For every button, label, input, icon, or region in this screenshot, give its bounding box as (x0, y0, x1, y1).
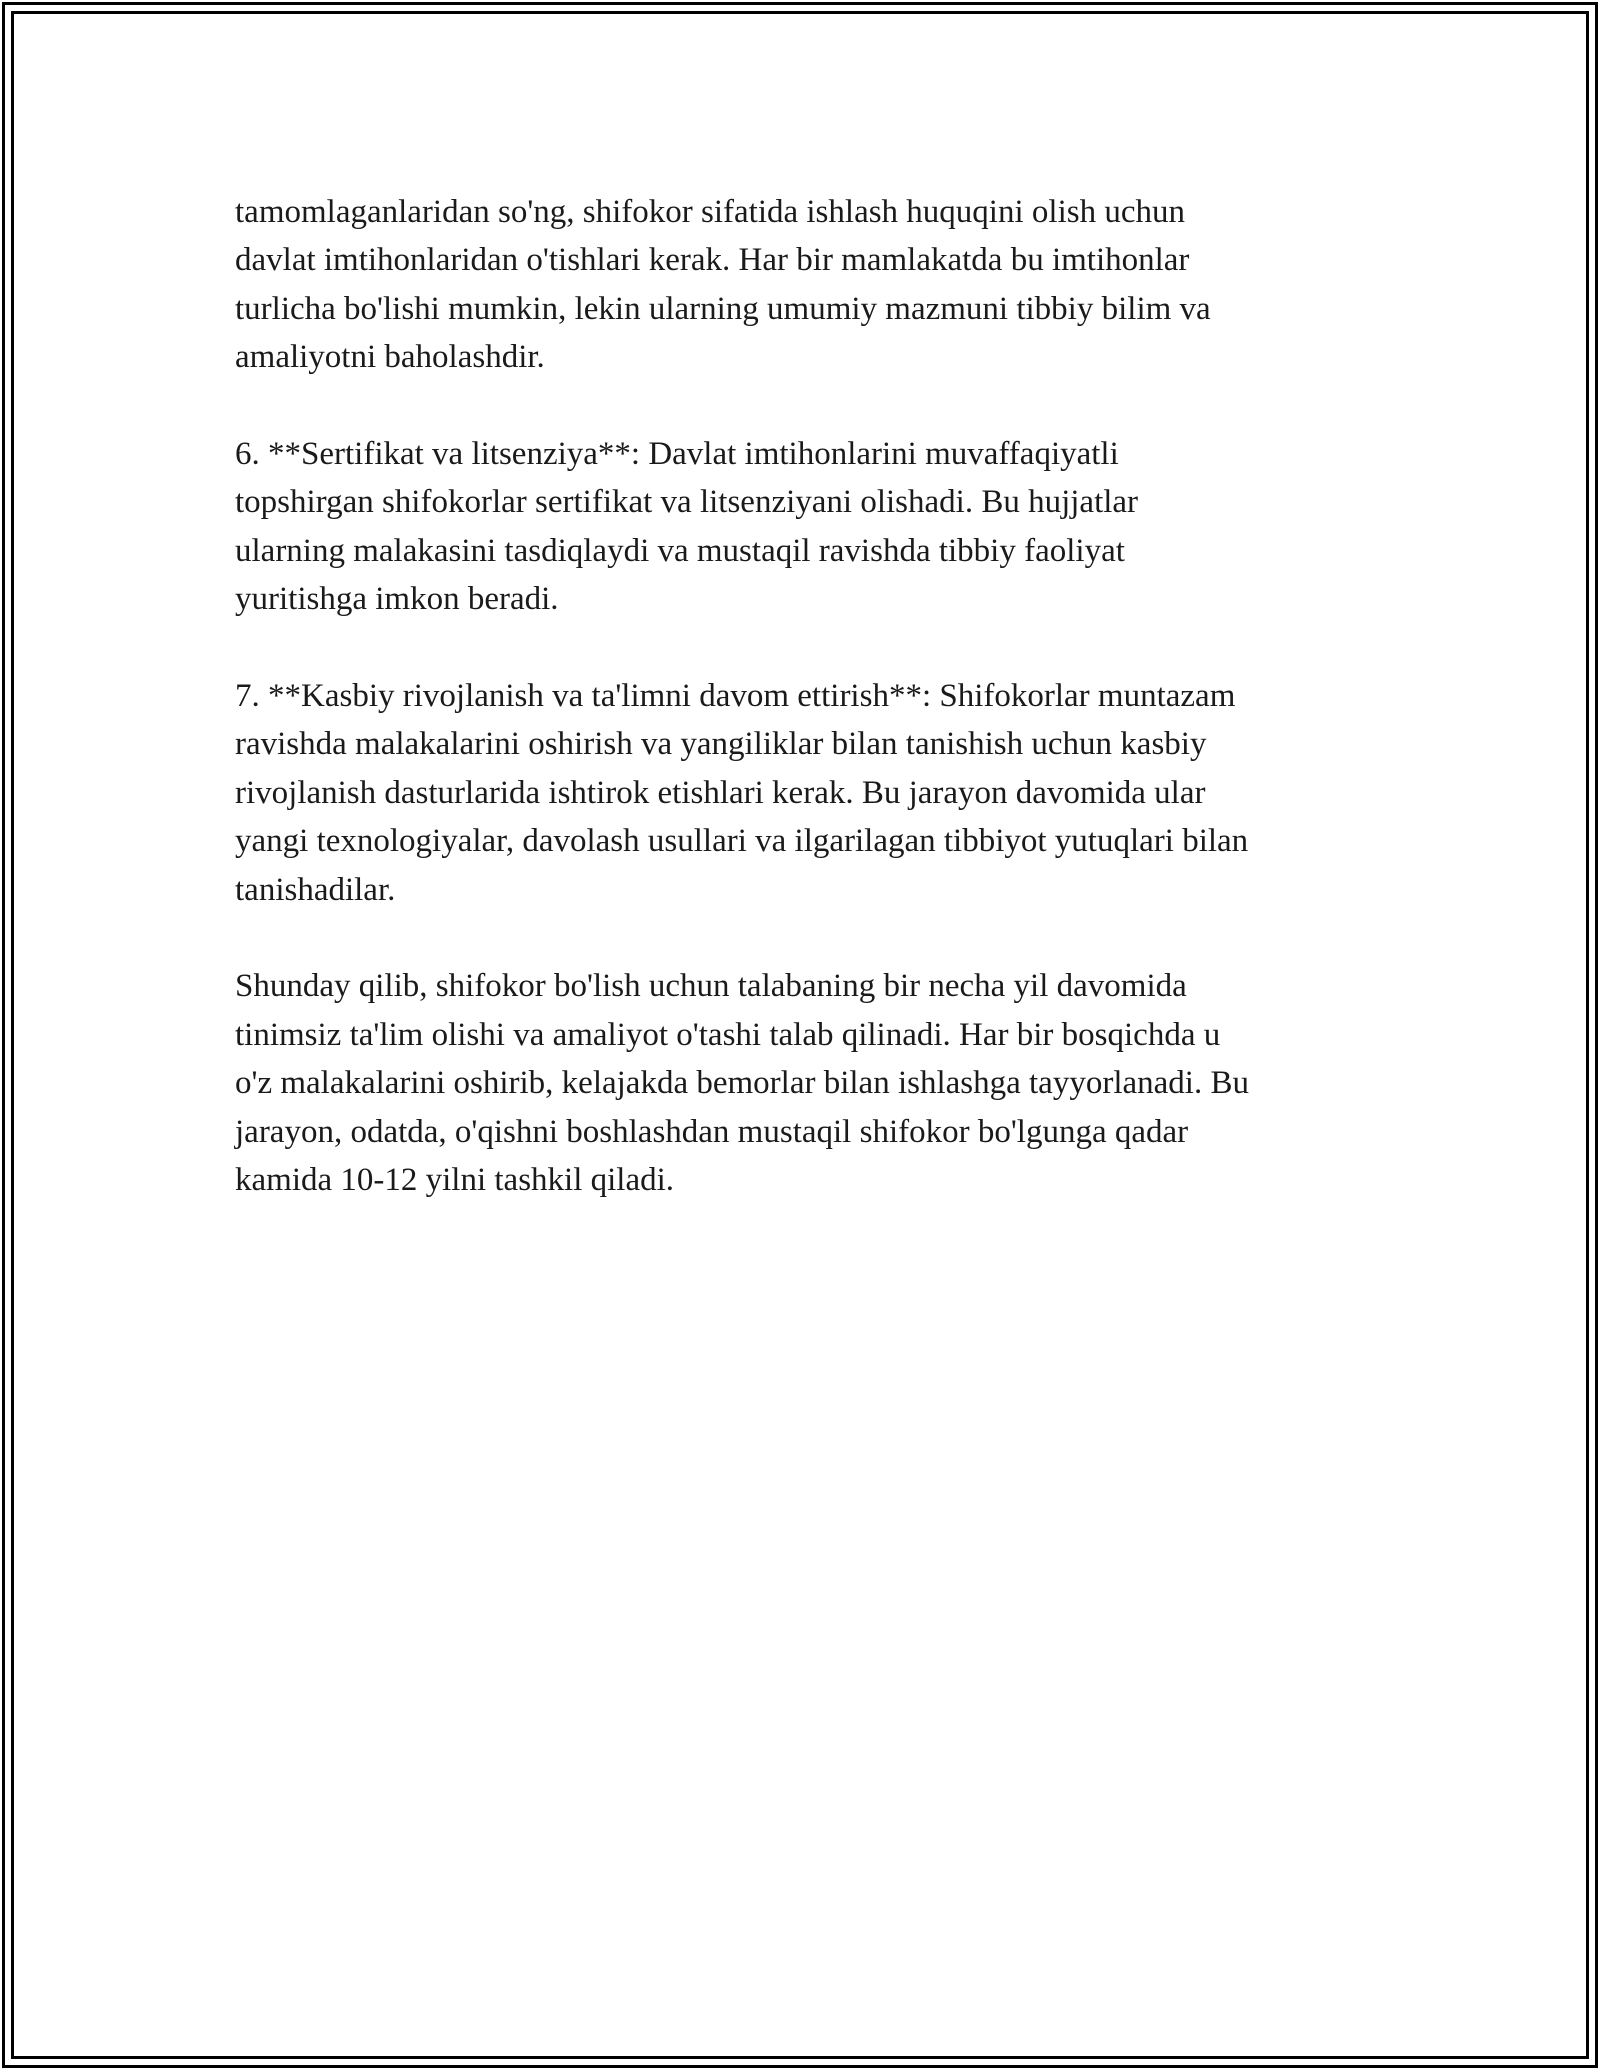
paragraph-exam-continuation: tamomlaganlaridan so'ng, shifokor sifatida ishlash huquqini olish uchun davlat imtihonlaridan o'tishlari kerak. Har bir mamlakatda bu imtihonlar turlicha bo'lishi mumkin, lekin ularning umumiy mazmuni tibbiy bilim va amaliyotni baholashdir. (235, 194, 1211, 376)
paragraph-certificate-license: 6. **Sertifikat va litsenziya**: Davlat imtihonlarini muvaffaqiyatli topshirgan shifokorlar sertifikat va litsenziyani olishadi. Bu hujjatlar ularning malakasini tasdiqlaydi va mustaqil ravishda tibbiy faoliyat yuritishga imkon beradi. (235, 436, 1139, 618)
paragraph-professional-development: 7. **Kasbiy rivojlanish va ta'limni davom ettirish**: Shifokorlar muntazam ravishda malakalarini oshirish va yangiliklar bilan tanishish uchun kasbiy rivojlanish dasturlarida ishtirok etishlari kerak. Bu jarayon davomida ular yangi texnologiyalar, davolash usullari va ilgarilagan tibbiyot yutuqlari bilan tanishadilar. (235, 678, 1249, 908)
document-body (235, 188, 1385, 1253)
paragraph-conclusion: Shunday qilib, shifokor bo'lish uchun talabaning bir necha yil davomida tinimsiz ta'lim olishi va amaliyot o'tashi talab qilinadi. Har bir bosqichda u o'z malakalarini oshirib, kelajakda bemorlar bilan ishlashga tayyorlanadi. Bu jarayon, odatda, o'qishni boshlashdan mustaqil shifokor bo'lgunga qadar kamida 10-12 yilni tashkil qiladi. (235, 968, 1249, 1199)
